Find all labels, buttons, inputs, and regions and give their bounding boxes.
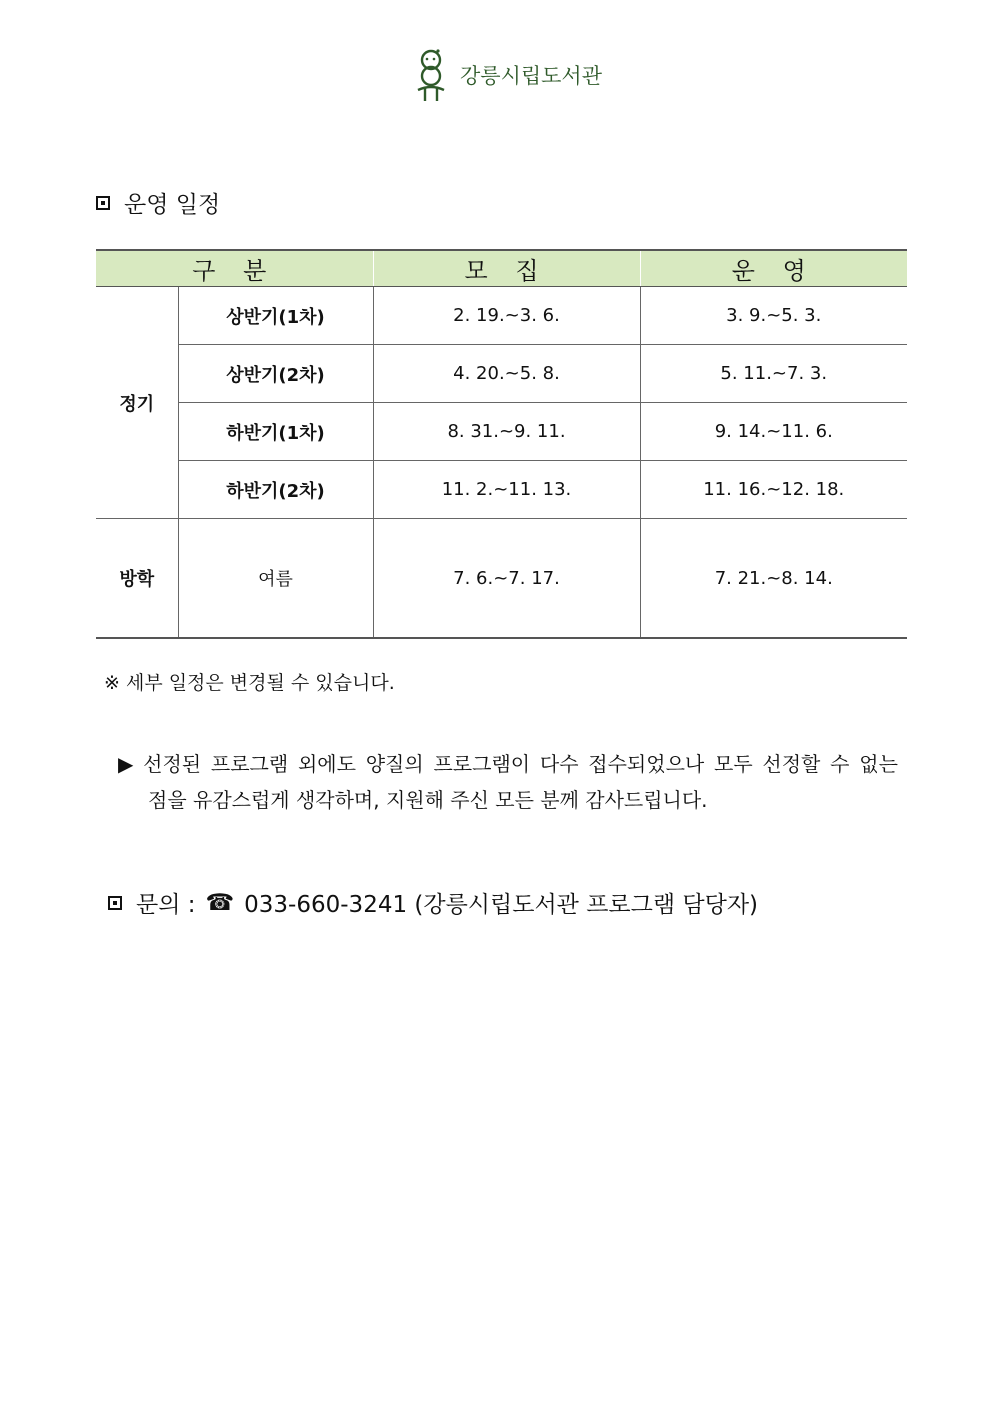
recruit-cell: 11. 2.~11. 13. (373, 461, 640, 519)
schedule-note: ※ 세부 일정은 변경될 수 있습니다. (104, 672, 395, 694)
notice-word: 모두 (714, 752, 753, 776)
recruit-cell: 7. 6.~7. 17. (373, 519, 640, 639)
group-vacation: 방학 (96, 519, 178, 639)
operate-cell: 7. 21.~8. 14. (640, 519, 907, 639)
table-header-row (96, 250, 907, 287)
operate-cell: 3. 9.~5. 3. (640, 287, 907, 345)
box-bullet-icon (108, 896, 122, 910)
table-row (96, 461, 907, 519)
term-cell: 상반기(1차) (178, 287, 373, 345)
schedule-table (96, 249, 907, 639)
notice-word: 접수되었으나 (588, 752, 705, 776)
table-row (96, 403, 907, 461)
header-operate: 운 영 (640, 250, 907, 287)
box-bullet-icon (96, 196, 110, 210)
recruit-cell: 4. 20.~5. 8. (373, 345, 640, 403)
notice-word: 양질의 (365, 752, 424, 776)
contact-info (108, 886, 758, 919)
section-title (96, 186, 220, 219)
notice-word: 프로그램이 (433, 752, 531, 776)
notice-word: 선정된 (143, 752, 202, 776)
term-cell: 하반기(1차) (178, 403, 373, 461)
group-regular: 정기 (96, 287, 178, 519)
term-cell: 하반기(2차) (178, 461, 373, 519)
operate-cell: 11. 16.~12. 18. (640, 461, 907, 519)
table-row (96, 345, 907, 403)
notice-word: 프로그램 (210, 752, 289, 776)
notice-word: 다수 (539, 752, 579, 776)
notice-paragraph (118, 746, 898, 818)
term-cell: 상반기(2차) (178, 345, 373, 403)
recruit-cell: 2. 19.~3. 6. (373, 287, 640, 345)
notice-word: 없는 (859, 752, 898, 776)
table-row (96, 519, 907, 639)
term-cell: 여름 (178, 519, 373, 639)
header-category: 구 분 (96, 250, 373, 287)
notice-word: 외에도 (297, 752, 356, 776)
operate-cell: 5. 11.~7. 3. (640, 345, 907, 403)
library-logo (414, 46, 603, 108)
contact-label: 문의 : (136, 892, 196, 918)
notice-word: 수 (830, 752, 850, 776)
notice-word: 선정할 (762, 752, 821, 776)
library-logo-text: 강릉시립도서관 (460, 64, 603, 88)
header-recruit: 모 집 (373, 250, 640, 287)
section-title-text: 운영 일정 (124, 192, 221, 218)
contact-text: 033-660-3241 (강릉시립도서관 프로그램 담당자) (244, 892, 759, 918)
library-mascot-icon (414, 46, 454, 108)
notice-line-1 (118, 746, 898, 782)
operate-cell: 9. 14.~11. 6. (640, 403, 907, 461)
notice-bullet-icon: ▶ (118, 752, 134, 776)
notice-line-2: 점을 유감스럽게 생각하며, 지원해 주신 모든 분께 감사드립니다. (148, 788, 708, 812)
table-row (96, 287, 907, 345)
recruit-cell: 8. 31.~9. 11. (373, 403, 640, 461)
phone-icon: ☎ (205, 889, 235, 916)
